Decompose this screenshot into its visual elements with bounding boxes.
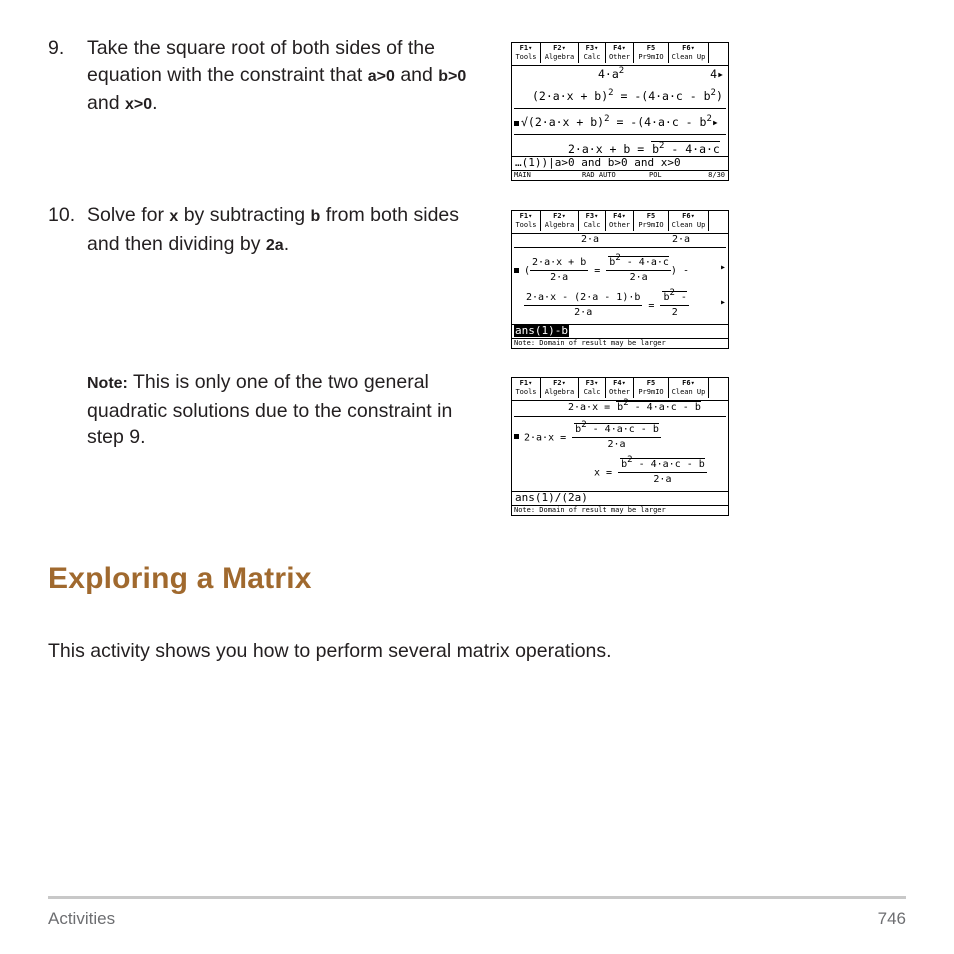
step-text: Solve for x by subtracting b from both sides and then dividing by 2a. [87,204,460,255]
footer-section: Activities [48,909,116,928]
history-denominator: 2·a [672,234,691,245]
f2-algebra-menu[interactable]: F2▾ Algebra [541,211,579,231]
history-sqrt-equation: $√(2\cdot a\cdot x + b)^2 = -(4\cdot a\cdot c$ - $b^2▸$ [521,114,719,129]
entry-line[interactable]: ans(1)/(2a) [515,491,588,504]
f3-calc-menu[interactable]: F3▾ Calc [579,43,606,63]
step-text: Take the square root of both sides of the equation with the constraint that a>0 and b>0 and x>0. [87,37,467,114]
history-denominator: 2·a [581,234,600,245]
f1-tools-menu[interactable]: F1▾ Tools [512,378,541,398]
history-divider [514,416,726,417]
step-number: 9. [48,37,65,59]
status-bar: MAIN RAD AUTO POL 8/30 [512,170,728,179]
history-line-result: 4▸ [710,67,724,81]
history-line: 2·a·x = b2 - 4·a·c - b [568,398,701,413]
f6-cleanup-menu[interactable]: F6▾ Clean Up [669,43,709,63]
f6-cleanup-menu[interactable]: F6▾ Clean Up [669,378,709,398]
status-bar: Note: Domain of result may be larger [512,505,728,514]
entry-bullet [514,434,519,439]
page-number: 746 [877,909,906,928]
f3-calc-menu[interactable]: F3▾ Calc [579,211,606,231]
history-divider [514,134,726,135]
history-equation: $(2\cdot a\cdot x + b)^2 = -(4\cdot a\cdot c - b^2)$ [532,88,723,103]
history-fraction-equation: ( $\frac{2\cdot a\cdot x + b}{2\cdot a}$ = $\frac{b2 - 4\cdot a\cdot c}{2\cdot a}$ ) - [524,253,689,283]
f1-tools-menu[interactable]: F1▾ Tools [512,43,541,63]
status-bar: Note: Domain of result may be larger [512,338,728,347]
f1-tools-menu[interactable]: F1▾ Tools [512,211,541,231]
constraint-a: a>0 [367,67,395,85]
note-text: This is only one of the two general quadratic solutions due to the constraint in step 9. [87,371,453,448]
f6-cleanup-menu[interactable]: F6▾ Clean Up [669,211,709,231]
function-toolbar [512,211,728,234]
f5-prgmio-menu[interactable]: F5 Pr9mIO [634,378,669,398]
history-line: $4\cdot a^2$ [598,66,625,81]
var-2a: 2a [265,236,284,254]
f5-prgmio-menu[interactable]: F5 Pr9mIO [634,43,669,63]
calculator-screen-1 [511,42,729,181]
entry-bullet [514,268,519,273]
history-divider [514,247,726,248]
footer-divider [48,896,906,899]
history-result-x: x = $\frac{b2 - 4\cdot a\cdot c - b}{2\cdot a}$ [594,455,705,485]
f3-calc-menu[interactable]: F3▾ Calc [579,378,606,398]
f2-algebra-menu[interactable]: F2▾ Algebra [541,43,579,63]
step-number: 10. [48,204,76,226]
f4-other-menu[interactable]: F4▾ Other [606,43,634,63]
note-label: Note: [87,375,128,392]
function-toolbar [512,378,728,401]
entry-line[interactable]: ans(1)-b [515,324,568,337]
var-b: b [310,208,321,225]
constraint-b: b>0 [438,67,467,85]
f5-prgmio-menu[interactable]: F5 Pr9mIO [634,211,669,231]
entry-bullet [514,121,519,126]
history-fraction-equation: 2·a·x = $\frac{b2 - 4\cdot a\cdot c - b}{2\cdot a}$ [524,420,659,450]
calculator-screen-2 [511,210,729,349]
scroll-right-arrow: ▸ [719,262,726,273]
entry-line[interactable]: …(1))|a>0 and b>0 and x>0 [515,156,681,169]
history-divider [514,108,726,109]
f4-other-menu[interactable]: F4▾ Other [606,211,634,231]
history-result: $2\cdot a\cdot x + b = b^2 - 4\cdot a\cdot c$ [568,141,720,156]
scroll-right-arrow: ▸ [719,297,726,308]
history-result-fraction: $\frac{2\cdot a\cdot x - (2\cdot a - 1)\cdot b}{2\cdot a}$ = $\frac{b2 -}{2}$ [526,288,687,318]
var-x: x [169,208,179,225]
calculator-screen-3 [511,377,729,516]
constraint-x: x>0 [124,96,153,113]
section-heading: Exploring a Matrix [48,562,312,595]
f2-algebra-menu[interactable]: F2▾ Algebra [541,378,579,398]
f4-other-menu[interactable]: F4▾ Other [606,378,634,398]
function-toolbar [512,43,728,66]
intro-paragraph: This activity shows you how to perform several matrix operations. [48,640,612,662]
